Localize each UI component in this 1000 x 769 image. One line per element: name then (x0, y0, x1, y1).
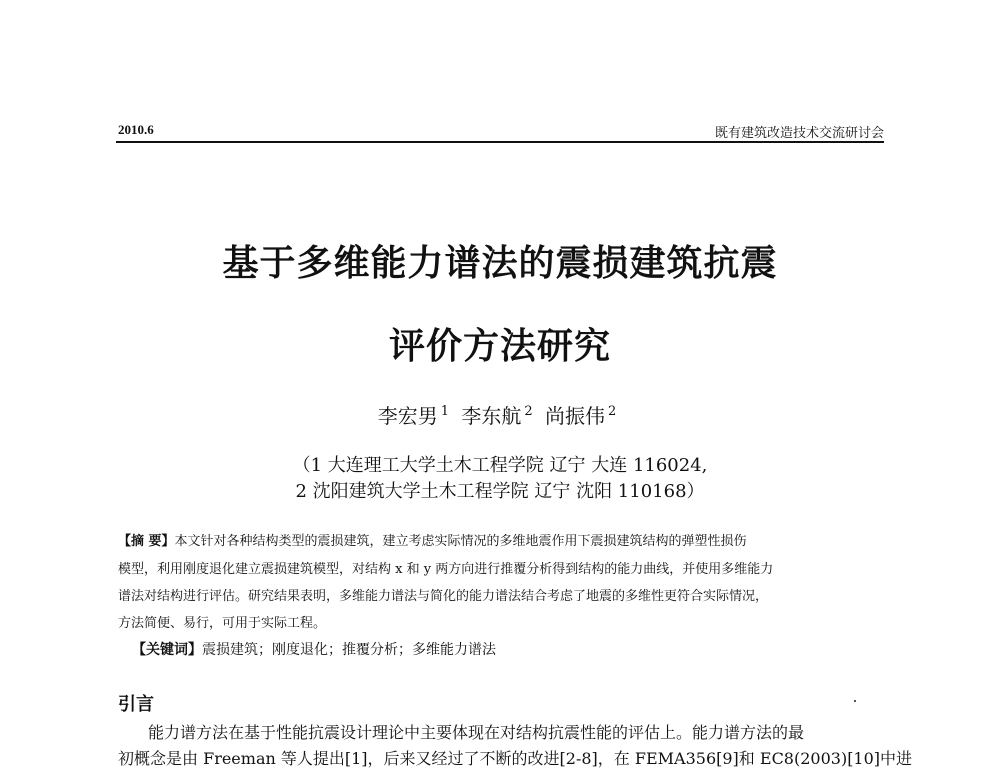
header-date: 2010.6 (118, 122, 154, 137)
abstract-text: 本文针对各种结构类型的震损建筑，建立考虑实际情况的多维地震作用下震损建筑结构的弹塑性损伤 (174, 534, 747, 549)
author-name: 李东航 (461, 404, 522, 428)
section-heading: 引言 (118, 694, 154, 715)
header-rule (116, 141, 884, 143)
author-name: 李宏男 (377, 404, 438, 428)
body-text-line-2: 初概念是由 Freeman 等人提出[1]，后来又经过了不断的改进[2-8]，在 FEMA356[9]和 EC8(2003)[10]中进 (118, 749, 913, 768)
author-affil-mark: 2 (524, 404, 533, 420)
keywords-label: 【关键词】 (132, 642, 202, 658)
abstract-line-1 (118, 530, 747, 549)
abstract-line-2: 模型，利用刚度退化建立震损建筑模型，对结构 x 和 y 两方向进行推覆分析得到结构的能力曲线，并使用多维能力 (118, 562, 774, 577)
abstract-label: 【摘 要】 (118, 534, 175, 549)
abstract-line-4: 方法简便、易行，可用于实际工程。 (118, 616, 327, 631)
author-affil-mark: 1 (440, 404, 449, 420)
body-text-line-1: 能力谱方法在基于性能抗震设计理论中主要体现在对结构抗震性能的评估上。能力谱方法的最 (148, 723, 805, 742)
paper-title-line-1: 基于多维能力谱法的震损建筑抗震 (222, 243, 778, 284)
abstract-line-3: 谱法对结构进行评估。研究结果表明，多维能力谱法与简化的能力谱法结合考虑了地震的多维性更符合实际情况， (118, 589, 769, 604)
header-conference: 既有建筑改造技术交流研讨会 (714, 126, 884, 141)
paper-title-line-2: 评价方法研究 (388, 326, 611, 367)
affiliation-line-1: （1 大连理工大学土木工程学院 辽宁 大连 116024, (292, 455, 708, 476)
author-affil-mark: 2 (608, 404, 617, 420)
affiliation-line-2: 2 沈阳建筑大学土木工程学院 辽宁 沈阳 110168） (295, 481, 705, 502)
scan-speck (854, 700, 856, 702)
keywords-text: 震损建筑；刚度退化；推覆分析；多维能力谱法 (202, 642, 496, 658)
author-name: 尚振伟 (545, 404, 605, 428)
author-list (0, 400, 1000, 429)
keywords-line (132, 639, 496, 659)
